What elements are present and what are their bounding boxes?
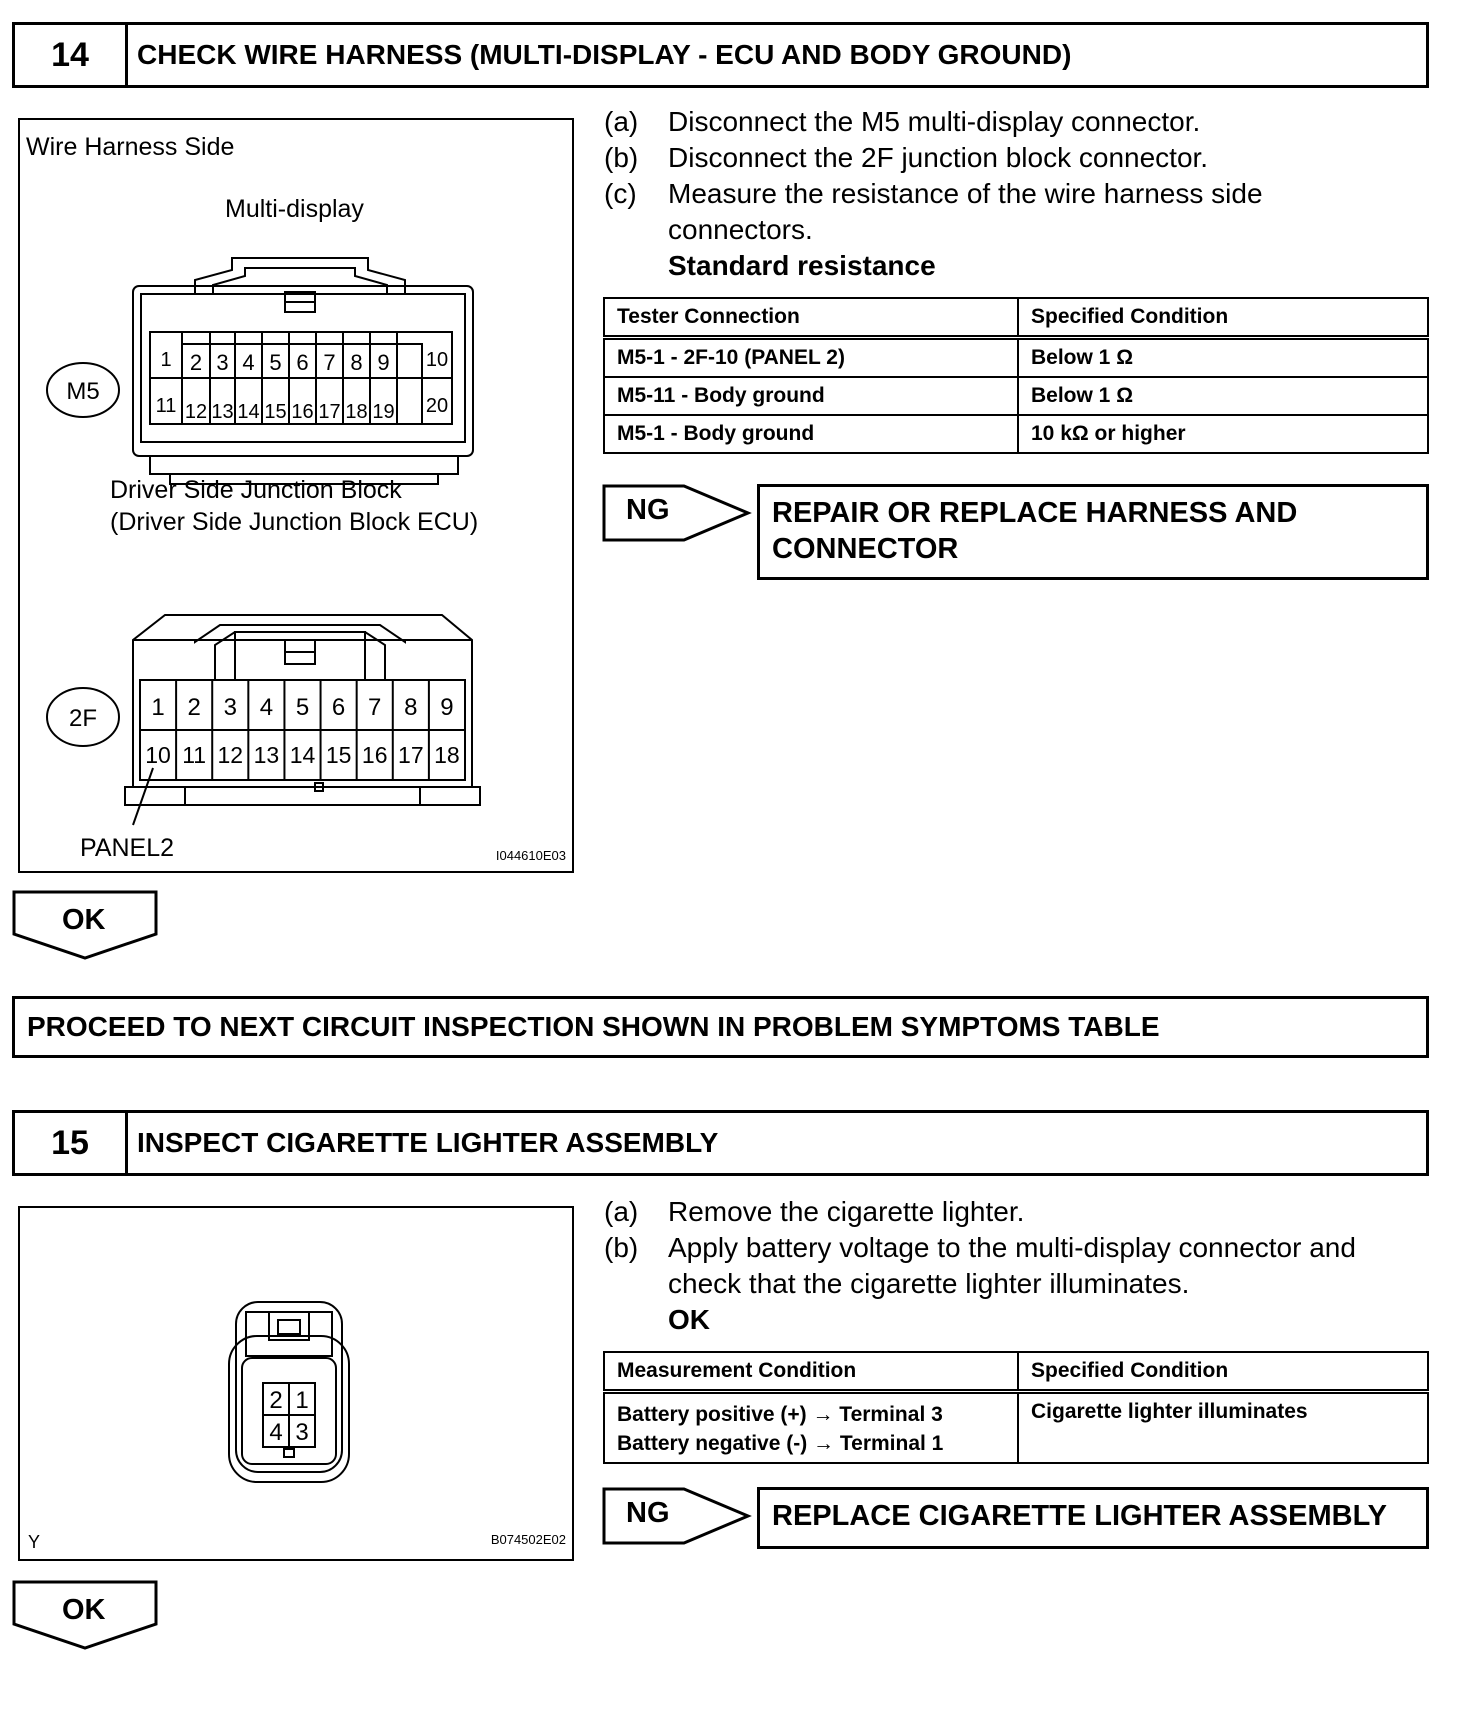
m5-pin: 18 [345,401,368,423]
2f-pin: 12 [217,742,244,768]
step-14-c-continued: connectors. [668,214,813,245]
2f-pin: 1 [151,694,165,721]
2f-pin-grid [140,680,465,780]
conn2-title-line1: Driver Side Junction Block [110,476,402,504]
2f-pin: 14 [289,742,316,768]
2f-id: 2F [68,705,98,732]
ok-label: OK [62,1594,106,1626]
2f-pin: 7 [368,694,382,721]
2f-pin: 3 [223,694,237,721]
table-cell: M5-1 - Body ground [604,415,1018,453]
2f-pin: 15 [325,742,352,768]
m5-pin: 20 [425,395,449,417]
m5-pin: 14 [237,401,260,423]
m5-pin: 4 [242,350,255,375]
ok-label: OK [62,904,106,936]
lighter-connector-diagram [20,1208,572,1559]
panel2-leader-line [133,768,153,825]
measurement-line1: Battery positive (+) → Terminal 3 [617,1403,943,1426]
ng-result-line1: REPAIR OR REPLACE HARNESS AND [772,497,1298,529]
ng-result-line2: CONNECTOR [772,533,959,565]
pin-callout: PANEL2 [80,834,175,862]
m5-pin: 9 [377,350,390,375]
header-measurement-condition: Measurement Condition [604,1352,1018,1392]
table-cell [604,1392,1018,1464]
header-tester-connection: Tester Connection [604,298,1018,338]
table-cell: Below 1 Ω [1018,377,1428,415]
m5-pin: 2 [189,350,203,375]
wire-harness-figure [18,118,574,873]
2f-pin: 2 [187,694,201,721]
table-cell: Cigarette lighter illuminates [1018,1392,1428,1464]
resistance-table [603,297,1429,454]
proceed-box: PROCEED TO NEXT CIRCUIT INSPECTION SHOWN IN PROBLEM SYMPTOMS TABLE [12,996,1429,1058]
2f-pin: 13 [253,742,280,768]
side-label: Wire Harness Side [26,133,235,161]
step-title: INSPECT CIGARETTE LIGHTER ASSEMBLY [137,1127,719,1158]
m5-id: M5 [66,378,100,405]
header-specified-condition: Specified Condition [1018,298,1428,338]
m5-pin: 15 [264,401,287,423]
m5-pin: 12 [184,401,208,423]
conn1-title: Multi-display [225,195,364,223]
table-header-row [604,298,1428,338]
step-15-header [12,1110,1429,1176]
step-number: 14 [15,25,128,85]
2f-pin: 11 [182,742,207,768]
m5-pin: 16 [291,401,314,423]
table-cell: M5-1 - 2F-10 (PANEL 2) [604,338,1018,378]
m5-pin: 19 [372,401,395,423]
step-number: 15 [15,1113,128,1173]
conn2-title-line2: (Driver Side Junction Block ECU) [110,508,479,536]
m5-pin: 7 [323,350,336,375]
m5-pin: 13 [211,401,234,423]
ng-label: NG [626,1497,670,1529]
m5-pin: 3 [216,350,229,375]
step-title: CHECK WIRE HARNESS (MULTI-DISPLAY - ECU AND BODY GROUND) [137,39,1072,70]
lighter-pin: 3 [295,1419,309,1446]
2f-pin: 4 [259,694,274,721]
table-row [604,377,1428,415]
m5-pin: 6 [296,350,309,375]
2f-pin: 8 [404,694,418,721]
2f-pin: 16 [361,742,388,768]
figure-code: B074502E02 [490,1532,566,1547]
header-specified-condition: Specified Condition [1018,1352,1428,1392]
m5-pin: 1 [160,349,172,371]
m5-pin: 8 [350,350,363,375]
m5-pin: 17 [318,401,341,423]
m5-pin: 5 [269,350,282,375]
corner-label: Y [28,1532,41,1552]
2f-pin: 6 [331,694,346,721]
2f-pin: 5 [295,694,310,721]
lighter-connector [229,1302,349,1482]
2f-pin: 9 [440,694,454,721]
lighter-test-table [603,1351,1429,1464]
figure-code: I044610E03 [495,848,566,863]
lighter-pin: 4 [269,1419,283,1446]
measurement-line2: Battery negative (-) → Terminal 1 [617,1432,944,1455]
2f-pin: 17 [398,742,424,768]
table-cell: 10 kΩ or higher [1018,415,1428,453]
m5-pin: 11 [155,395,177,417]
cigarette-lighter-figure [18,1206,574,1561]
m5-pin: 10 [425,349,449,371]
ng-result-box [757,484,1429,580]
table-row [604,415,1428,453]
ng-arrow-icon [602,484,752,542]
table-row [604,1392,1428,1464]
lighter-pin: 1 [295,1387,309,1414]
ng-label: NG [626,494,670,526]
2f-pin: 18 [434,742,460,768]
step-14-header [12,22,1429,88]
table-row [604,338,1428,378]
table-cell: Below 1 Ω [1018,338,1428,378]
2f-pin: 10 [145,742,171,768]
step-15-b-continued: check that the cigarette lighter illuminates. [668,1268,1190,1299]
table-header-row [604,1352,1428,1392]
table-cell: M5-11 - Body ground [604,377,1018,415]
ok-heading: OK [668,1304,710,1335]
ng-arrow-icon [602,1487,752,1545]
standard-resistance-label: Standard resistance [668,250,936,281]
lighter-pin: 2 [269,1387,283,1414]
ng-result-box: REPLACE CIGARETTE LIGHTER ASSEMBLY [757,1487,1429,1549]
m5-pin-grid [150,332,452,424]
connector-diagram [20,120,572,871]
